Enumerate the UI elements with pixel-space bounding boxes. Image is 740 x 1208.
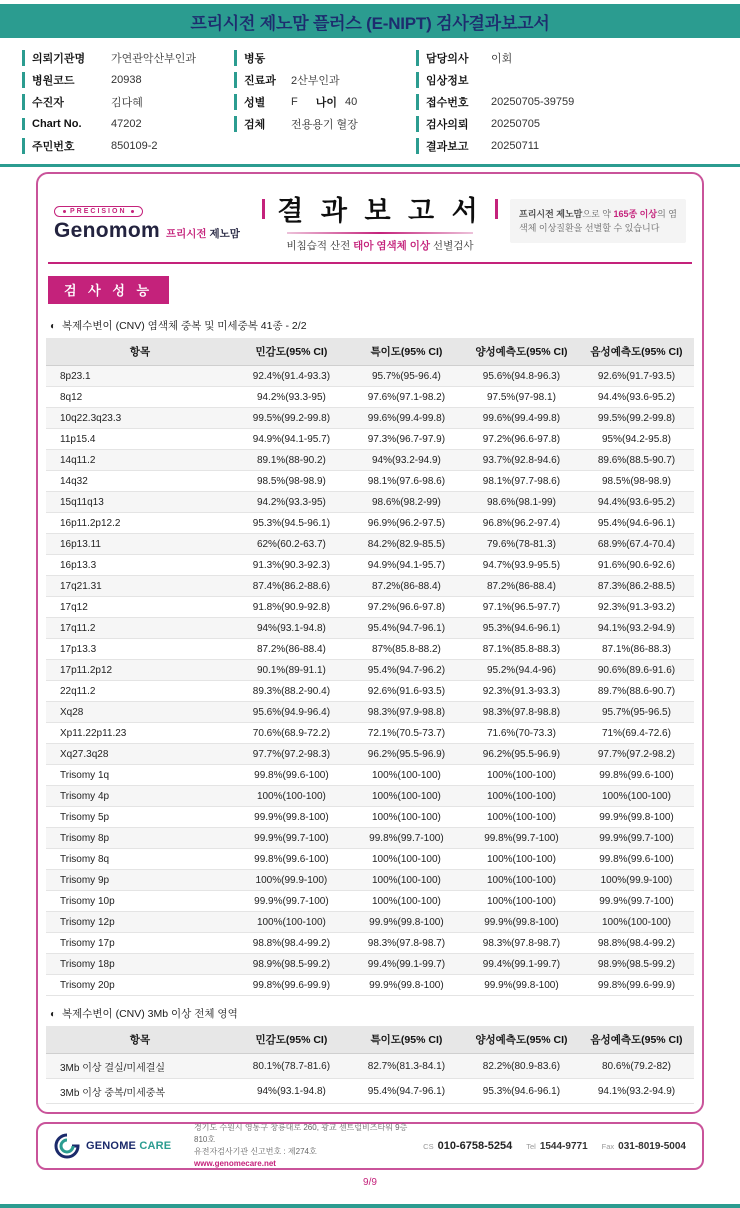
value-cell: 100%(100-100) [234, 912, 349, 933]
value-cell: 95.6%(94.9-96.4) [234, 702, 349, 723]
field-patient-name [22, 91, 234, 113]
footer-box [36, 1122, 704, 1170]
value-cell: 95.4%(94.6-96.1) [579, 513, 694, 534]
value-cell: 96.2%(95.5-96.9) [349, 744, 464, 765]
item-cell: Xp11.22p11.23 [46, 723, 234, 744]
table1-caption: ◐ 복제수변이 (CNV) 염색체 중복 및 미세중복 41종 - 2/2 [50, 320, 307, 332]
item-cell: Trisomy 18p [46, 954, 234, 975]
address-line-2: 유전자검사기관 신고번호 : 제274호 [194, 1147, 317, 1156]
value-cell: 98.6%(98.2-99) [349, 492, 464, 513]
field-label: 병동 [234, 50, 282, 66]
value-cell: 87.2%(86-88.4) [234, 639, 349, 660]
value-cell: 92.6%(91.7-93.5) [579, 366, 694, 387]
column-header: 음성예측도(95% CI) [579, 338, 694, 366]
value-cell: 97.1%(96.5-97.7) [464, 597, 579, 618]
field-doctor [416, 47, 718, 69]
value-cell: 99.4%(99.1-99.7) [464, 954, 579, 975]
value-cell: 70.6%(68.9-72.2) [234, 723, 349, 744]
value-cell: 100%(100-100) [349, 891, 464, 912]
field-clinical-info [416, 69, 718, 91]
value-cell: 94.4%(93.6-95.2) [579, 492, 694, 513]
item-cell: Trisomy 10p [46, 891, 234, 912]
value-cell: 94.9%(94.1-95.7) [234, 429, 349, 450]
value-cell: 80.6%(79.2-82) [579, 1054, 694, 1079]
value-cell: 89.6%(88.5-90.7) [579, 450, 694, 471]
value-cell: 87.4%(86.2-88.6) [234, 576, 349, 597]
field-value: 20250705-39759 [491, 96, 575, 108]
item-cell: 3Mb 이상 결실/미세결실 [46, 1054, 234, 1079]
field-label: 의뢰기관명 [22, 50, 102, 66]
value-cell: 99.5%(99.2-99.8) [579, 408, 694, 429]
value-cell: 99.9%(99.7-100) [234, 828, 349, 849]
value-cell: 94.1%(93.2-94.9) [579, 1079, 694, 1104]
value-cell: 82.2%(80.9-83.6) [464, 1054, 579, 1079]
value-cell: 99.9%(99.7-100) [234, 891, 349, 912]
value-cell: 95.4%(94.7-96.1) [349, 618, 464, 639]
item-cell: Trisomy 4p [46, 786, 234, 807]
value-cell: 95.7%(95-96.4) [349, 366, 464, 387]
value-cell: 100%(100-100) [579, 912, 694, 933]
field-value: 850109-2 [111, 140, 158, 152]
value-cell: 95%(94.2-95.8) [579, 429, 694, 450]
contact-tel: Tel 1544-9771 [526, 1140, 588, 1152]
value-cell: 97.7%(97.2-98.3) [234, 744, 349, 765]
page-number: 9/9 [363, 1177, 377, 1188]
field-value: 40 [345, 96, 358, 108]
field-sex-age [234, 91, 416, 113]
field-label: 병원코드 [22, 72, 102, 88]
field-value: 20938 [111, 74, 142, 86]
table-row [46, 954, 694, 975]
value-cell: 100%(100-100) [349, 807, 464, 828]
table-row [46, 807, 694, 828]
value-cell: 98.6%(98.1-99) [464, 492, 579, 513]
brand-name: Genomom [54, 218, 160, 242]
table-row [46, 450, 694, 471]
table-row [46, 1054, 694, 1079]
table-row [46, 681, 694, 702]
value-cell: 100%(100-100) [464, 765, 579, 786]
column-header: 항목 [46, 1026, 234, 1054]
field-value: 20250711 [491, 140, 540, 152]
value-cell: 95.3%(94.6-96.1) [464, 618, 579, 639]
field-specimen [234, 113, 416, 135]
table-header-row [46, 338, 694, 366]
value-cell: 100%(100-100) [464, 786, 579, 807]
report-title-bar [0, 4, 740, 38]
table-row [46, 387, 694, 408]
value-cell: 97.3%(96.7-97.9) [349, 429, 464, 450]
value-cell: 99.8%(99.6-99.9) [234, 975, 349, 996]
field-label: 나이 [315, 97, 337, 109]
result-title-block [250, 189, 510, 253]
value-cell: 99.9%(99.8-100) [234, 807, 349, 828]
column-header: 특이도(95% CI) [349, 1026, 464, 1054]
value-cell: 98.1%(97.7-98.6) [464, 471, 579, 492]
value-cell: 71.6%(70-73.3) [464, 723, 579, 744]
value-cell: 99.8%(99.6-100) [579, 849, 694, 870]
item-cell: 22q11.2 [46, 681, 234, 702]
item-cell: Trisomy 5p [46, 807, 234, 828]
badge-label: PRECISION [70, 207, 127, 215]
value-cell: 79.6%(78-81.3) [464, 534, 579, 555]
item-cell: 17q21.31 [46, 576, 234, 597]
value-cell: 99.9%(99.7-100) [579, 891, 694, 912]
value-cell: 98.5%(98-98.9) [234, 471, 349, 492]
field-value: 2산부인과 [291, 75, 340, 87]
field-value: 이회 [491, 53, 513, 65]
field-label: 접수번호 [416, 94, 482, 110]
value-cell: 100%(100-100) [349, 765, 464, 786]
item-cell: 15q11q13 [46, 492, 234, 513]
half-circle-icon: ◐ [50, 1009, 57, 1020]
table-row [46, 933, 694, 954]
value-cell: 98.3%(97.8-98.7) [349, 933, 464, 954]
field-value: F [291, 96, 298, 108]
value-cell: 98.8%(98.4-99.2) [234, 933, 349, 954]
item-cell: 17q11.2 [46, 618, 234, 639]
value-cell: 99.8%(99.6-100) [234, 849, 349, 870]
table-header-row [46, 1026, 694, 1054]
value-cell: 95.3%(94.5-96.1) [234, 513, 349, 534]
value-cell: 94.7%(93.9-95.5) [464, 555, 579, 576]
value-cell: 87%(85.8-88.2) [349, 639, 464, 660]
value-cell: 97.2%(96.6-97.8) [349, 597, 464, 618]
field-ward [234, 47, 416, 69]
magenta-divider [48, 262, 692, 264]
value-cell: 92.3%(91.3-93.2) [579, 597, 694, 618]
field-value: 김다혜 [111, 97, 143, 109]
column-header: 민감도(95% CI) [234, 338, 349, 366]
half-circle-icon: ◐ [50, 321, 57, 332]
field-label: 검체 [234, 116, 282, 132]
table-row [46, 534, 694, 555]
value-cell: 99.9%(99.8-100) [464, 975, 579, 996]
value-cell: 93.7%(92.8-94.6) [464, 450, 579, 471]
value-cell: 89.1%(88-90.2) [234, 450, 349, 471]
genome-care-logo [54, 1133, 182, 1159]
field-chart-no [22, 113, 234, 135]
item-cell: 3Mb 이상 중복/미세중복 [46, 1079, 234, 1104]
table-row [46, 891, 694, 912]
value-cell: 94.9%(94.1-95.7) [349, 555, 464, 576]
cnv-duplication-table [46, 338, 694, 996]
value-cell: 94%(93.2-94.9) [349, 450, 464, 471]
field-hospital-code [22, 69, 234, 91]
screening-note: 프리시전 제노맘으로 약 165종 이상의 염색체 이상질환을 선별할 수 있습니다 [510, 199, 686, 244]
value-cell: 98.1%(97.6-98.6) [349, 471, 464, 492]
item-cell: 16p11.2p12.2 [46, 513, 234, 534]
item-cell: Xq28 [46, 702, 234, 723]
field-resident-no [22, 135, 234, 157]
value-cell: 98.8%(98.4-99.2) [579, 933, 694, 954]
field-label: 수진자 [22, 94, 102, 110]
value-cell: 80.1%(78.7-81.6) [234, 1054, 349, 1079]
contact-cs: CS 010-6758-5254 [423, 1140, 513, 1152]
table-row [46, 471, 694, 492]
value-cell: 100%(99.9-100) [234, 870, 349, 891]
report-body-box [36, 172, 704, 1114]
report-header [46, 182, 694, 258]
bottom-teal-bar [0, 1204, 740, 1208]
column-header: 양성예측도(95% CI) [464, 1026, 579, 1054]
column-header: 민감도(95% CI) [234, 1026, 349, 1054]
report-title: 프리시전 제노맘 플러스 (E-NIPT) 검사결과보고서 [190, 13, 550, 33]
value-cell: 94%(93.1-94.8) [234, 1079, 349, 1104]
column-header: 특이도(95% CI) [349, 338, 464, 366]
table-row [46, 660, 694, 681]
field-request-date [416, 113, 718, 135]
value-cell: 89.3%(88.2-90.4) [234, 681, 349, 702]
table-row [46, 639, 694, 660]
field-label: 임상정보 [416, 72, 482, 88]
item-cell: Trisomy 12p [46, 912, 234, 933]
value-cell: 94.1%(93.2-94.9) [579, 618, 694, 639]
item-cell: 14q32 [46, 471, 234, 492]
item-cell: Trisomy 20p [46, 975, 234, 996]
item-cell: 14q11.2 [46, 450, 234, 471]
field-label: 진료과 [234, 72, 282, 88]
field-report-date [416, 135, 718, 157]
item-cell: Trisomy 17p [46, 933, 234, 954]
brand-name-korean: 프리시전 제노맘 [165, 227, 240, 240]
teal-divider [0, 164, 740, 167]
table-row [46, 576, 694, 597]
badge-dot-icon [131, 210, 134, 213]
section-header-test-performance: 검 사 성 능 [48, 276, 169, 304]
value-cell: 84.2%(82.9-85.5) [349, 534, 464, 555]
website-link[interactable]: www.genomecare.net [194, 1159, 276, 1168]
field-hospital-name [22, 47, 234, 69]
value-cell: 97.5%(97-98.1) [464, 387, 579, 408]
field-value: 20250705 [491, 118, 540, 130]
item-cell: 11p15.4 [46, 429, 234, 450]
table-row [46, 1079, 694, 1104]
value-cell: 100%(99.9-100) [579, 870, 694, 891]
patient-info-col-1 [22, 47, 234, 157]
patient-info-section [0, 38, 740, 161]
table-row [46, 408, 694, 429]
badge-dot-icon [63, 210, 66, 213]
value-cell: 97.7%(97.2-98.2) [579, 744, 694, 765]
table-row [46, 618, 694, 639]
genome-care-mark-icon [54, 1133, 80, 1159]
value-cell: 100%(100-100) [464, 891, 579, 912]
item-cell: 17p11.2p12 [46, 660, 234, 681]
table-row [46, 513, 694, 534]
column-header: 음성예측도(95% CI) [579, 1026, 694, 1054]
value-cell: 68.9%(67.4-70.4) [579, 534, 694, 555]
table-row [46, 702, 694, 723]
field-label: 성별 [234, 94, 282, 110]
item-cell: Trisomy 8p [46, 828, 234, 849]
precision-badge [54, 206, 143, 217]
value-cell: 98.9%(98.5-99.2) [579, 954, 694, 975]
result-report-title: 결 과 보 고 서 [277, 196, 483, 226]
table-row [46, 912, 694, 933]
value-cell: 95.4%(94.7-96.1) [349, 1079, 464, 1104]
value-cell: 95.2%(94.4-96) [464, 660, 579, 681]
value-cell: 62%(60.2-63.7) [234, 534, 349, 555]
field-receipt-no [416, 91, 718, 113]
value-cell: 89.7%(88.6-90.7) [579, 681, 694, 702]
value-cell: 100%(100-100) [349, 870, 464, 891]
value-cell: 92.6%(91.6-93.5) [349, 681, 464, 702]
value-cell: 96.2%(95.5-96.9) [464, 744, 579, 765]
field-label: 검사의뢰 [416, 116, 482, 132]
field-label: 주민번호 [22, 138, 102, 154]
table-row [46, 366, 694, 387]
value-cell: 71%(69.4-72.6) [579, 723, 694, 744]
patient-info-col-2 [234, 47, 416, 157]
value-cell: 96.8%(96.2-97.4) [464, 513, 579, 534]
value-cell: 91.8%(90.9-92.8) [234, 597, 349, 618]
item-cell: 8q12 [46, 387, 234, 408]
value-cell: 99.5%(99.2-99.8) [234, 408, 349, 429]
value-cell: 99.9%(99.8-100) [349, 912, 464, 933]
address-line-1: 경기도 수원시 영통구 창룡대로 260, 광교 센트럴비즈타워 9층 810호 [194, 1123, 408, 1144]
value-cell: 96.9%(96.2-97.5) [349, 513, 464, 534]
item-cell: 17p13.3 [46, 639, 234, 660]
table-row [46, 555, 694, 576]
value-cell: 87.2%(86-88.4) [464, 576, 579, 597]
value-cell: 99.9%(99.7-100) [579, 828, 694, 849]
item-cell: 16p13.11 [46, 534, 234, 555]
value-cell: 98.9%(98.5-99.2) [234, 954, 349, 975]
value-cell: 87.3%(86.2-88.5) [579, 576, 694, 597]
value-cell: 99.8%(99.7-100) [349, 828, 464, 849]
item-cell: Trisomy 8q [46, 849, 234, 870]
column-header: 양성예측도(95% CI) [464, 338, 579, 366]
table-row [46, 765, 694, 786]
table-row [46, 723, 694, 744]
table-row [46, 429, 694, 450]
table-row [46, 597, 694, 618]
item-cell: Xq27.3q28 [46, 744, 234, 765]
title-accent-bar [495, 199, 498, 219]
field-label: 담당의사 [416, 50, 482, 66]
value-cell: 94%(93.1-94.8) [234, 618, 349, 639]
value-cell: 99.6%(99.4-99.8) [349, 408, 464, 429]
value-cell: 100%(100-100) [349, 786, 464, 807]
contact-info [423, 1140, 686, 1152]
value-cell: 100%(100-100) [464, 870, 579, 891]
value-cell: 99.9%(99.8-100) [349, 975, 464, 996]
field-value: 전용용기 혈장 [291, 119, 358, 131]
value-cell: 99.8%(99.6-99.9) [579, 975, 694, 996]
item-cell: Trisomy 9p [46, 870, 234, 891]
value-cell: 98.3%(97.8-98.7) [464, 933, 579, 954]
value-cell: 99.8%(99.6-100) [234, 765, 349, 786]
value-cell: 91.6%(90.6-92.6) [579, 555, 694, 576]
value-cell: 87.2%(86-88.4) [349, 576, 464, 597]
value-cell: 95.3%(94.6-96.1) [464, 1079, 579, 1104]
value-cell: 97.2%(96.6-97.8) [464, 429, 579, 450]
item-cell: 17q12 [46, 597, 234, 618]
cnv-3mb-table [46, 1026, 694, 1104]
field-value: 47202 [111, 118, 142, 130]
value-cell: 99.6%(99.4-99.8) [464, 408, 579, 429]
table-row [46, 870, 694, 891]
value-cell: 94.4%(93.6-95.2) [579, 387, 694, 408]
table-row [46, 849, 694, 870]
value-cell: 97.6%(97.1-98.2) [349, 387, 464, 408]
value-cell: 100%(100-100) [464, 807, 579, 828]
value-cell: 94.2%(93.3-95) [234, 492, 349, 513]
value-cell: 90.1%(89-91.1) [234, 660, 349, 681]
company-address [194, 1122, 411, 1170]
item-cell: Trisomy 1q [46, 765, 234, 786]
table-row [46, 975, 694, 996]
value-cell: 98.3%(97.9-98.8) [349, 702, 464, 723]
value-cell: 100%(100-100) [234, 786, 349, 807]
value-cell: 90.6%(89.6-91.6) [579, 660, 694, 681]
result-report-subtitle: 비침습적 산전 태아 염색체 이상 선별검사 [286, 240, 474, 252]
value-cell: 87.1%(85.8-88.3) [464, 639, 579, 660]
field-value: 가연관악산부인과 [111, 53, 197, 65]
title-accent-bar [262, 199, 265, 219]
table2-caption: ◐ 복제수변이 (CNV) 3Mb 이상 전체 영역 [50, 1008, 238, 1020]
value-cell: 99.4%(99.1-99.7) [349, 954, 464, 975]
title-underline [287, 232, 473, 234]
table-row [46, 492, 694, 513]
value-cell: 95.4%(94.7-96.2) [349, 660, 464, 681]
value-cell: 98.3%(97.8-98.8) [464, 702, 579, 723]
value-cell: 82.7%(81.3-84.1) [349, 1054, 464, 1079]
value-cell: 98.5%(98-98.9) [579, 471, 694, 492]
field-label: 결과보고 [416, 138, 482, 154]
value-cell: 99.9%(99.8-100) [464, 912, 579, 933]
field-label: Chart No. [22, 118, 102, 130]
value-cell: 100%(100-100) [349, 849, 464, 870]
value-cell: 99.9%(99.8-100) [579, 807, 694, 828]
value-cell: 95.6%(94.8-96.3) [464, 366, 579, 387]
value-cell: 99.8%(99.7-100) [464, 828, 579, 849]
value-cell: 87.1%(86-88.3) [579, 639, 694, 660]
value-cell: 95.7%(95-96.5) [579, 702, 694, 723]
value-cell: 100%(100-100) [464, 849, 579, 870]
field-department [234, 69, 416, 91]
value-cell: 92.3%(91.3-93.3) [464, 681, 579, 702]
genomom-logo [54, 200, 250, 243]
value-cell: 72.1%(70.5-73.7) [349, 723, 464, 744]
table-row [46, 828, 694, 849]
table-row [46, 786, 694, 807]
contact-fax: Fax 031-8019-5004 [601, 1140, 686, 1152]
value-cell: 92.4%(91.4-93.3) [234, 366, 349, 387]
value-cell: 94.2%(93.3-95) [234, 387, 349, 408]
value-cell: 99.8%(99.6-100) [579, 765, 694, 786]
patient-info-col-3 [416, 47, 718, 157]
table-row [46, 744, 694, 765]
item-cell: 16p13.3 [46, 555, 234, 576]
item-cell: 8p23.1 [46, 366, 234, 387]
item-cell: 10q22.3q23.3 [46, 408, 234, 429]
value-cell: 91.3%(90.3-92.3) [234, 555, 349, 576]
column-header: 항목 [46, 338, 234, 366]
genome-care-wordmark: GENOME CARE [86, 1140, 172, 1152]
value-cell: 100%(100-100) [579, 786, 694, 807]
